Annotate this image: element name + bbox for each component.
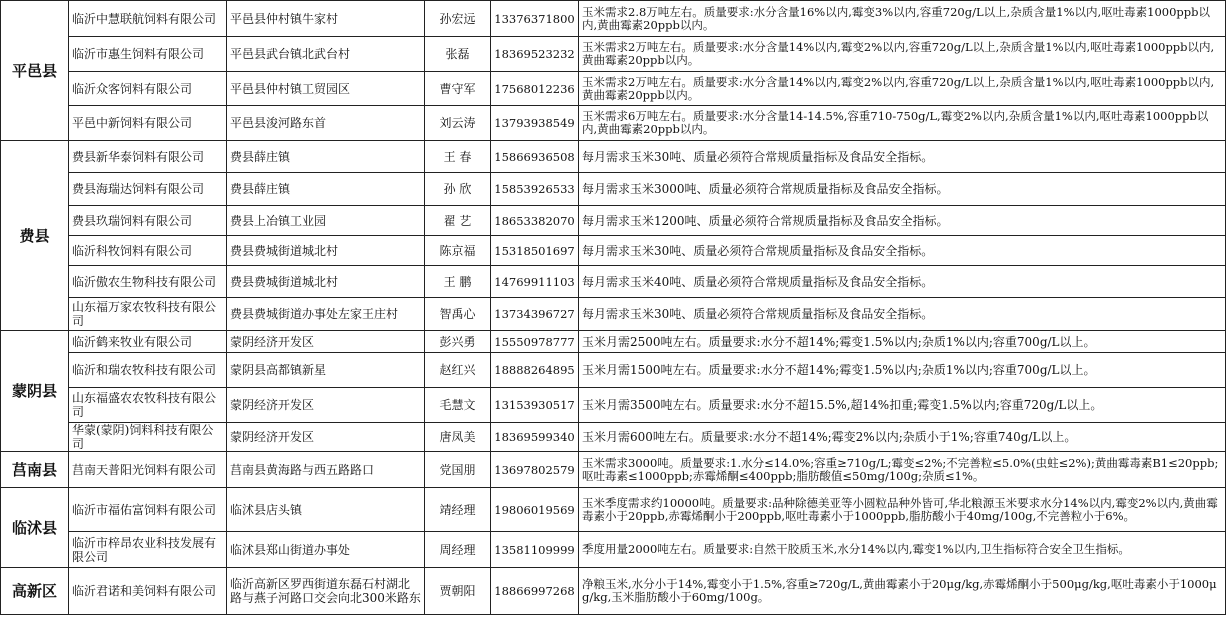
corn-requirement: 玉米需求2.8万吨左右。质量要求:水分含量16%以内,霉变3%以内,容重720g/L以上,杂质含量1%以内,呕吐毒素1000ppb以内,黄曲霉素20ppb以内。 [579, 1, 1226, 37]
company-address: 莒南县黄海路与西五路路口 [227, 452, 425, 488]
contact-phone: 18866997268 [491, 568, 579, 615]
corn-requirement: 每月需求玉米40吨、质量必须符合常规质量指标及食品安全指标。 [579, 266, 1226, 298]
contact-person: 唐凤美 [425, 423, 491, 452]
company-name: 临沂市福佑富饲料有限公司 [69, 488, 227, 532]
contact-person: 彭兴勇 [425, 331, 491, 353]
table-row [1, 452, 1226, 488]
contact-person: 智禹心 [425, 298, 491, 331]
table-row [1, 568, 1226, 615]
company-name: 费县新华泰饲料有限公司 [69, 141, 227, 173]
table-row [1, 353, 1226, 388]
table-row [1, 236, 1226, 266]
contact-person: 刘云涛 [425, 106, 491, 141]
company-name: 临沂鹤来牧业有限公司 [69, 331, 227, 353]
table-row [1, 206, 1226, 236]
table-row [1, 331, 1226, 353]
table-row [1, 388, 1226, 423]
company-address: 蒙阴经济开发区 [227, 388, 425, 423]
company-address: 费县薛庄镇 [227, 173, 425, 206]
table-row [1, 532, 1226, 568]
table-row [1, 266, 1226, 298]
contact-phone: 15853926533 [491, 173, 579, 206]
corn-requirement: 玉米需求6万吨左右。质量要求:水分含量14-14.5%,容重710-750g/L,霉变2%以内,杂质含量1%以内,呕吐毒素1000ppb以内,黄曲霉素20ppb以内。 [579, 106, 1226, 141]
corn-requirement: 每月需求玉米30吨、质量必须符合常规质量指标及食品安全指标。 [579, 141, 1226, 173]
corn-requirement: 玉米月需3500吨左右。质量要求:水分不超15.5%,超14%扣重;霉变1.5%以内;容重720g/L以上。 [579, 388, 1226, 423]
contact-phone: 18888264895 [491, 353, 579, 388]
contact-phone: 15318501697 [491, 236, 579, 266]
county-name: 平邑县 [1, 1, 69, 141]
contact-phone: 14769911103 [491, 266, 579, 298]
company-address: 费县薛庄镇 [227, 141, 425, 173]
contact-person: 孙宏远 [425, 1, 491, 37]
contact-person: 赵红兴 [425, 353, 491, 388]
contact-person: 王 鹏 [425, 266, 491, 298]
corn-requirement: 玉米需求2万吨左右。质量要求:水分含量14%以内,霉变2%以内,容重720g/L以上,杂质含量1%以内,呕吐毒素1000ppb以内,黄曲霉素20ppb以内。 [579, 72, 1226, 106]
contact-phone: 18369599340 [491, 423, 579, 452]
table-row [1, 423, 1226, 452]
company-address: 平邑县武台镇北武台村 [227, 37, 425, 72]
corn-requirement: 玉米月需600吨左右。质量要求:水分不超14%;霉变2%以内;杂质小于1%;容重740g/L以上。 [579, 423, 1226, 452]
contact-person: 周经理 [425, 532, 491, 568]
company-name: 临沂和瑞农牧科技有限公司 [69, 353, 227, 388]
contact-person: 陈京福 [425, 236, 491, 266]
table-row [1, 37, 1226, 72]
company-name: 莒南天普阳光饲料有限公司 [69, 452, 227, 488]
contact-person: 贾朝阳 [425, 568, 491, 615]
corn-requirement: 每月需求玉米30吨、质量必须符合常规质量指标及食品安全指标。 [579, 236, 1226, 266]
table-row [1, 72, 1226, 106]
contact-person: 靖经理 [425, 488, 491, 532]
contact-phone: 19806019569 [491, 488, 579, 532]
contact-phone: 17568012236 [491, 72, 579, 106]
company-address: 临沭县郑山街道办事处 [227, 532, 425, 568]
company-address: 平邑县仲村镇牛家村 [227, 1, 425, 37]
corn-requirement: 玉米需求2万吨左右。质量要求:水分含量14%以内,霉变2%以内,容重720g/L以上,杂质含量1%以内,呕吐毒素1000ppb以内,黄曲霉素20ppb以内。 [579, 37, 1226, 72]
company-name: 临沂中慧联航饲料有限公司 [69, 1, 227, 37]
corn-requirement: 季度用量2000吨左右。质量要求:自然干胶质玉米,水分14%以内,霉变1%以内,卫生指标符合安全卫生指标。 [579, 532, 1226, 568]
corn-requirement: 玉米月需1500吨左右。质量要求:水分不超14%;霉变1.5%以内;杂质1%以内;容重700g/L以上。 [579, 353, 1226, 388]
corn-requirement: 玉米需求3000吨。质量要求:1.水分≤14.0%;容重≥710g/L;霉变≤2%;不完善粒≤5.0%(虫蛀≤2%);黄曲霉毒素B1≤20ppb;呕吐毒素≤1000ppb;赤霉烯酮≤400ppb;脂肪酸值≤50mg/100g;杂质≤1%。 [579, 452, 1226, 488]
company-address: 蒙阴经济开发区 [227, 331, 425, 353]
table-row [1, 173, 1226, 206]
corn-requirement: 每月需求玉米3000吨、质量必须符合常规质量指标及食品安全指标。 [579, 173, 1226, 206]
company-address: 费县费城街道办事处左家王庄村 [227, 298, 425, 331]
company-address: 费县费城街道城北村 [227, 266, 425, 298]
table-row [1, 106, 1226, 141]
contact-phone: 13376371800 [491, 1, 579, 37]
county-name: 高新区 [1, 568, 69, 615]
table-row [1, 488, 1226, 532]
contact-person: 党国朋 [425, 452, 491, 488]
contact-person: 张磊 [425, 37, 491, 72]
company-name: 临沂市惠生饲料有限公司 [69, 37, 227, 72]
company-address: 临沭县店头镇 [227, 488, 425, 532]
contact-phone: 13153930517 [491, 388, 579, 423]
company-address: 费县上冶镇工业园 [227, 206, 425, 236]
county-name: 费县 [1, 141, 69, 331]
company-name: 华蒙(蒙阴)饲料科技有限公司 [69, 423, 227, 452]
company-name: 平邑中新饲料有限公司 [69, 106, 227, 141]
company-name: 临沂众客饲料有限公司 [69, 72, 227, 106]
corn-requirement: 每月需求玉米30吨、质量必须符合常规质量指标及食品安全指标。 [579, 298, 1226, 331]
table-row [1, 298, 1226, 331]
company-address: 临沂高新区罗西街道东磊石村湖北路与燕子河路口交会向北300米路东 [227, 568, 425, 615]
contact-phone: 13793938549 [491, 106, 579, 141]
company-address: 平邑县仲村镇工贸园区 [227, 72, 425, 106]
county-name: 莒南县 [1, 452, 69, 488]
company-address: 蒙阴经济开发区 [227, 423, 425, 452]
company-address: 费县费城街道城北村 [227, 236, 425, 266]
contact-person: 翟 艺 [425, 206, 491, 236]
contact-person: 孙 欣 [425, 173, 491, 206]
company-name: 临沂科牧饲料有限公司 [69, 236, 227, 266]
company-name: 费县海瑞达饲料有限公司 [69, 173, 227, 206]
contact-phone: 18653382070 [491, 206, 579, 236]
county-name: 临沭县 [1, 488, 69, 568]
table-body [1, 1, 1226, 615]
company-address: 蒙阴县高都镇新星 [227, 353, 425, 388]
contact-person: 曹守军 [425, 72, 491, 106]
table-row [1, 141, 1226, 173]
company-name: 临沂君诺和美饲料有限公司 [69, 568, 227, 615]
company-name: 山东福万家农牧科技有限公司 [69, 298, 227, 331]
corn-requirement: 玉米季度需求约10000吨。质量要求:品种除德美亚等小圆粒品种外皆可,华北粮源玉米要求水分14%以内,霉变2%以内,黄曲霉毒素小于20ppb,赤霉烯酮小于200ppb,呕吐毒素小于1000ppb,脂肪酸小于40mg/100g,不完善粒小于6%。 [579, 488, 1226, 532]
company-name: 临沂市梓昂农业科技发展有限公司 [69, 532, 227, 568]
corn-requirement: 玉米月需2500吨左右。质量要求:水分不超14%;霉变1.5%以内;杂质1%以内;容重700g/L以上。 [579, 331, 1226, 353]
company-name: 山东福盛农农牧科技有限公司 [69, 388, 227, 423]
contact-phone: 13581109999 [491, 532, 579, 568]
county-name: 蒙阴县 [1, 331, 69, 452]
contact-person: 王 春 [425, 141, 491, 173]
contact-phone: 13697802579 [491, 452, 579, 488]
company-name: 临沂傲农生物科技有限公司 [69, 266, 227, 298]
contact-phone: 18369523232 [491, 37, 579, 72]
company-name: 费县玖瑞饲料有限公司 [69, 206, 227, 236]
corn-requirement: 净粮玉米,水分小于14%,霉变小于1.5%,容重≥720g/L,黄曲霉素小于20μg/kg,赤霉烯酮小于500μg/kg,呕吐毒素小于1000μg/kg,玉米脂肪酸小于60mg/100g。 [579, 568, 1226, 615]
contact-phone: 13734396727 [491, 298, 579, 331]
contact-person: 毛慧文 [425, 388, 491, 423]
contact-phone: 15550978777 [491, 331, 579, 353]
table-row [1, 1, 1226, 37]
corn-requirement: 每月需求玉米1200吨、质量必须符合常规质量指标及食品安全指标。 [579, 206, 1226, 236]
company-address: 平邑县浚河路东首 [227, 106, 425, 141]
contact-phone: 15866936508 [491, 141, 579, 173]
